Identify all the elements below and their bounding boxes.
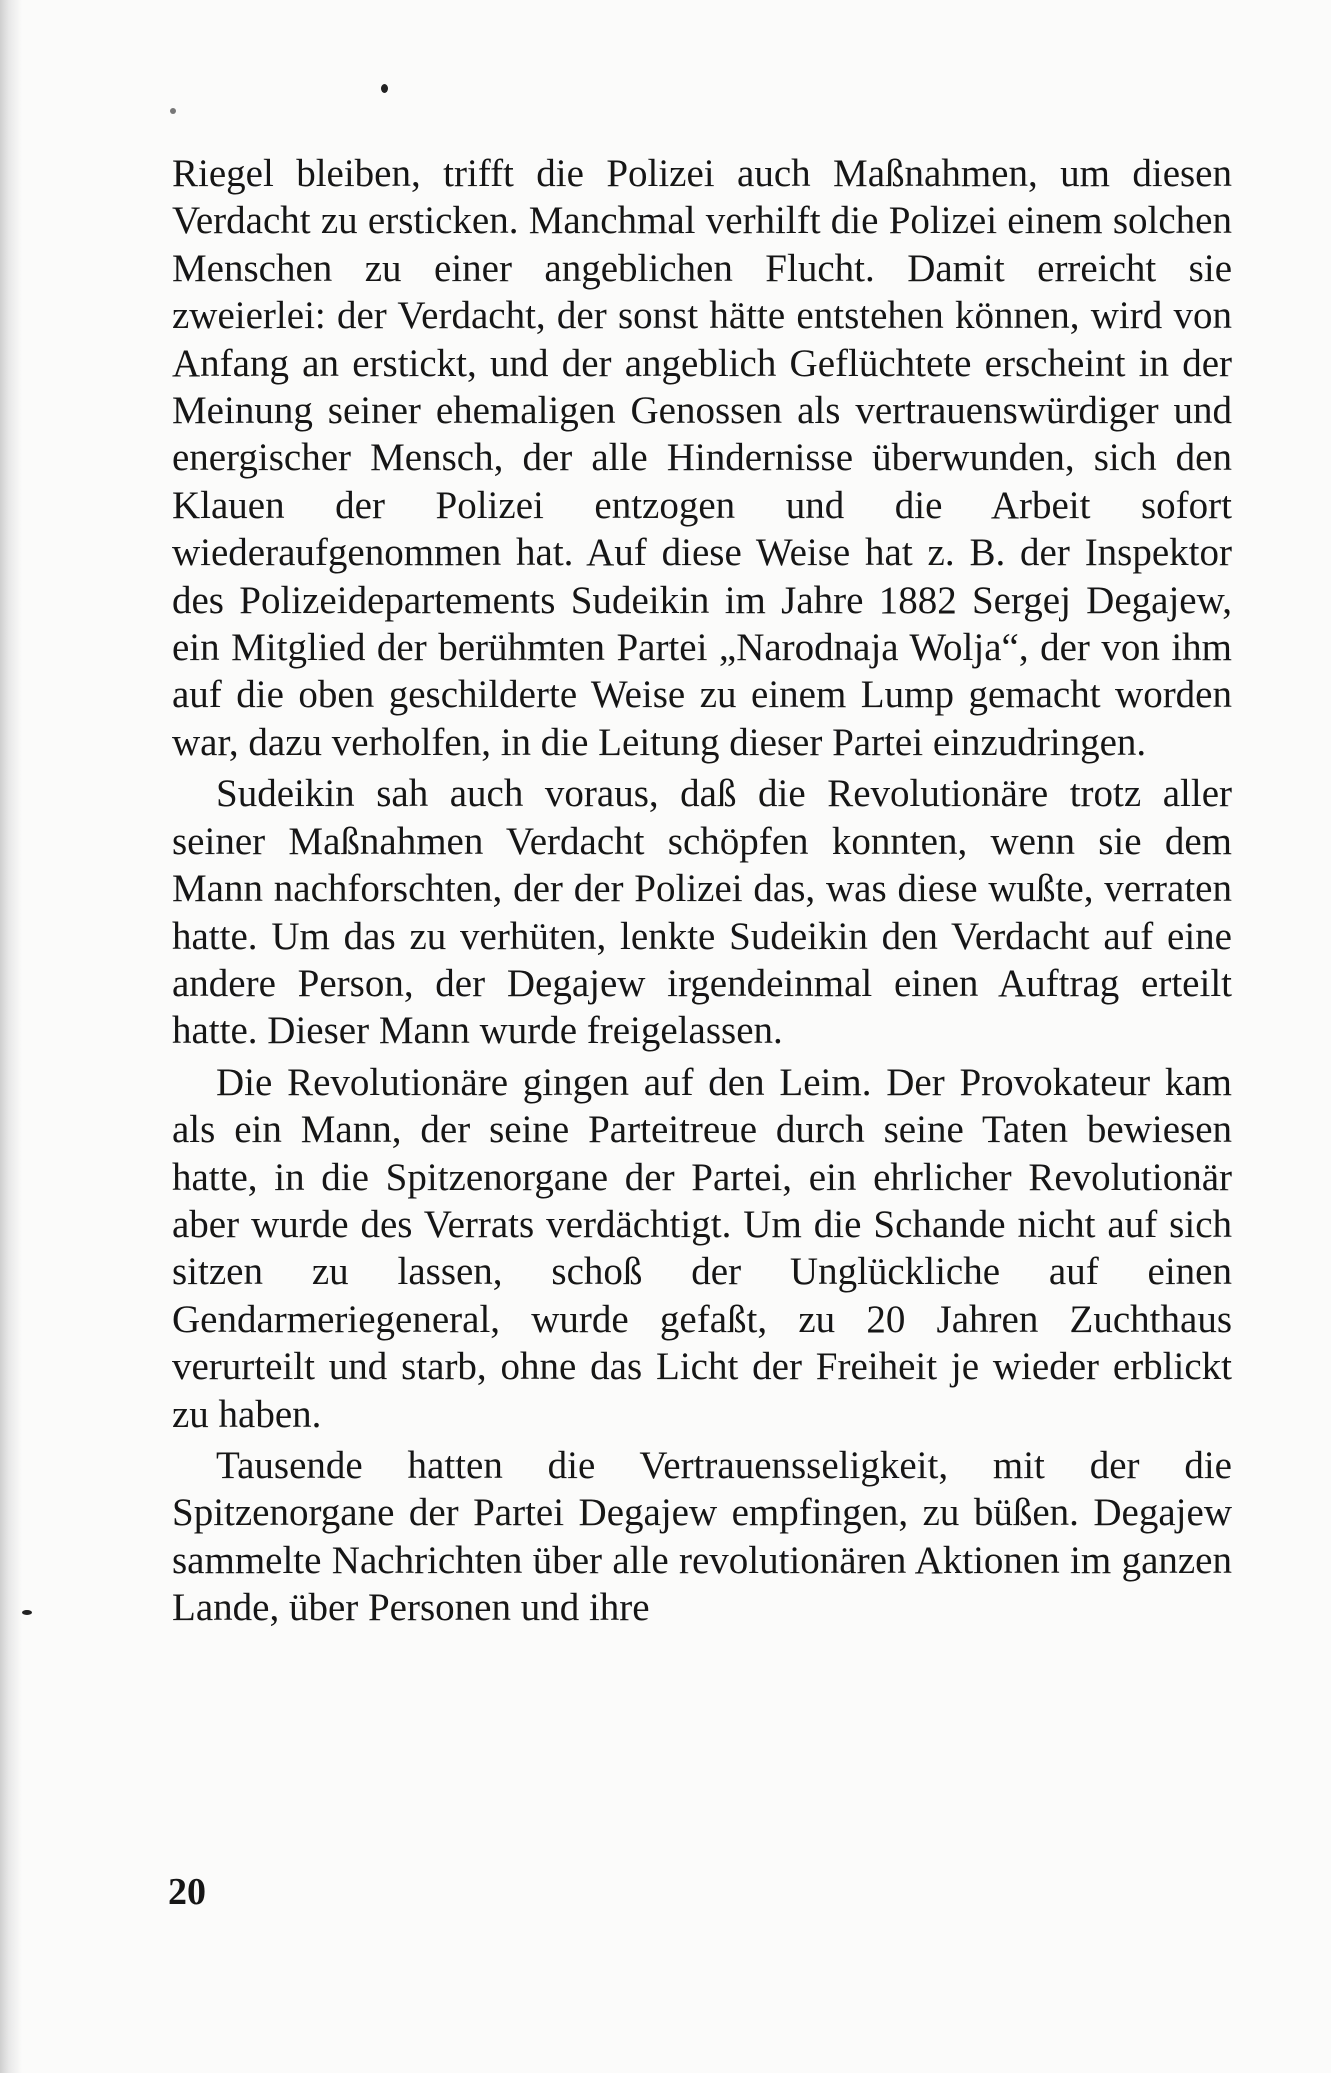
paragraph: Riegel bleiben, trifft die Polizei auch Maßnahmen, um diesen Verdacht zu ersticken. Manchmal verhilft die Polizei einem solchen Menschen zu einer angeblichen Flucht. Damit erreicht sie zweierlei: der Verdacht, der sonst hätte entstehen können, wird von Anfang an erstickt, und der angeblich Geflüchtete erscheint in der Meinung seiner ehemaligen Genossen als vertrauenswürdiger und energischer Mensch, der alle Hindernisse überwunden, sich den Klauen der Polizei entzogen und die Arbeit sofort wiederaufgenommen hat. Auf diese Weise hat z. B. der Inspektor des Polizeidepartements Sudeikin im Jahre 1882 Sergej Degajew, ein Mitglied der berühmten Partei „Narodnaja Wolja“, der von ihm auf die oben geschilderte Weise zu einem Lump gemacht worden war, dazu verholfen, in die Leitung dieser Partei einzudringen. <box>172 152 1232 764</box>
ink-speck <box>170 108 176 114</box>
body-text <box>172 150 1232 1636</box>
page-edge-shadow <box>0 0 22 2073</box>
page-number: 20 <box>168 1871 206 1913</box>
ink-speck <box>22 1610 32 1615</box>
paragraph: Tausende hatten die Vertrauensseligkeit, mit der die Spitzenorgane der Partei Degajew empfingen, zu büßen. Degajew sammelte Nachrichten über alle revolutionären Aktionen im ganzen Lande, über Personen und ihre <box>172 1443 1232 1630</box>
paragraph: Die Revolutionäre gingen auf den Leim. Der Provokateur kam als ein Mann, der seine Parteitreue durch seine Taten bewiesen hatte, in die Spitzenorgane der Partei, ein ehrlicher Revolutionär aber wurde des Verrats verdächtigt. Um die Schande nicht auf sich sitzen zu lassen, schoß der Unglückliche auf einen Gendarmeriegeneral, wurde gefaßt, zu 20 Jahren Zuchthaus verurteilt und starb, ohne das Licht der Freiheit je wieder erblickt zu haben. <box>172 1060 1232 1436</box>
ink-speck <box>381 84 388 93</box>
paragraph: Sudeikin sah auch voraus, daß die Revolutionäre trotz aller seiner Maßnahmen Verdacht schöpfen konnten, wenn sie dem Mann nachforschten, der der Polizei das, was diese wußte, verraten hatte. Um das zu verhüten, lenkte Sudeikin den Verdacht auf eine andere Person, der Degajew irgendeinmal einen Auftrag erteilt hatte. Dieser Mann wurde freigelassen. <box>172 772 1232 1053</box>
